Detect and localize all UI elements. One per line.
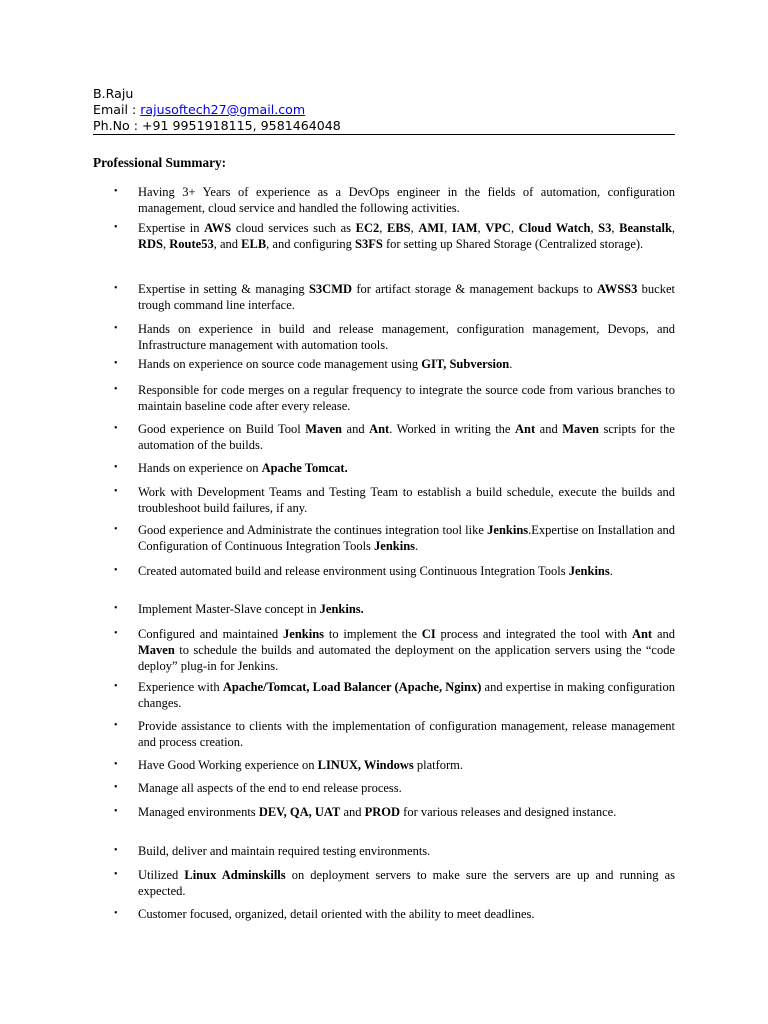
item-keyword: Apache/Tomcat, Load Balancer (Apache, Nginx) <box>222 680 482 694</box>
item-text: and <box>652 627 675 641</box>
email-label: Email : <box>93 102 141 117</box>
summary-item <box>114 281 675 313</box>
summary-item <box>114 522 675 554</box>
item-text: , <box>590 221 599 235</box>
item-text: , <box>163 237 170 251</box>
bullet-icon: • <box>114 720 118 731</box>
item-text: . <box>509 357 513 371</box>
item-text: , <box>477 221 486 235</box>
item-text: , <box>611 221 620 235</box>
item-keyword: Linux Adminskills <box>184 868 286 882</box>
item-keyword: EC2 <box>355 221 380 235</box>
item-keyword: Jenkins <box>374 539 416 553</box>
item-text: , and configuring <box>266 237 356 251</box>
item-text: bucket trough command line interface. <box>138 282 675 312</box>
item-keyword: AWS <box>204 221 232 235</box>
item-text: for setting up Shared Storage (Centralized storage). <box>382 237 644 251</box>
summary-item <box>114 184 675 216</box>
item-keyword: DEV, QA, UAT <box>258 805 341 819</box>
item-keyword: VPC <box>485 221 511 235</box>
item-text: to implement the <box>324 627 422 641</box>
item-keyword: GIT, Subversion <box>421 357 510 371</box>
item-text: Having 3+ Years of experience as a DevOps engineer in the fields of automation, configuration management, cloud service and handled the following activities. <box>138 185 675 215</box>
item-keyword: RDS <box>138 237 164 251</box>
item-text: Have Good Working experience on <box>138 758 318 772</box>
bullet-icon: • <box>114 845 118 856</box>
item-keyword: S3 <box>598 221 612 235</box>
item-keyword: Ant <box>631 627 653 641</box>
item-text: and <box>340 805 365 819</box>
summary-item <box>114 484 675 516</box>
bullet-icon: • <box>114 565 118 576</box>
summary-item <box>114 867 676 899</box>
item-text: Responsible for code merges on a regular frequency to integrate the source code from various branches to maintain baseline code after every release. <box>138 383 675 413</box>
item-text: Created automated build and release environment using Continuous Integration Tools <box>138 564 569 578</box>
item-text: Build, deliver and maintain required testing environments. <box>138 844 431 858</box>
item-keyword: Jenkins <box>487 523 529 537</box>
item-text: Customer focused, organized, detail oriented with the ability to meet deadlines. <box>138 907 535 921</box>
summary-item <box>114 757 675 773</box>
bullet-icon: • <box>114 603 118 614</box>
bullet-icon: • <box>114 869 118 880</box>
bullet-icon: • <box>114 759 118 770</box>
bullet-icon: • <box>114 681 118 692</box>
item-text: .Expertise on Installation and Configuration of Continuous Integration Tools <box>138 523 675 553</box>
item-text: Expertise in <box>138 221 205 235</box>
item-keyword: Apache Tomcat. <box>261 461 348 475</box>
item-keyword: LINUX, Windows <box>317 758 414 772</box>
item-text: . <box>415 539 419 553</box>
bullet-icon: • <box>114 222 118 233</box>
item-text: on deployment servers to make sure the servers are up and running as expected. <box>138 868 676 898</box>
item-text: , <box>410 221 419 235</box>
item-text: Hands on experience on <box>138 461 262 475</box>
summary-item <box>114 780 675 796</box>
item-text: Good experience and Administrate the continues integration tool like <box>138 523 488 537</box>
item-keyword: Beanstalk <box>619 221 672 235</box>
item-keyword: EBS <box>386 221 411 235</box>
item-keyword: Jenkins <box>283 627 325 641</box>
summary-item <box>114 906 675 922</box>
bullet-icon: • <box>114 628 118 639</box>
item-keyword: Maven <box>305 422 343 436</box>
item-text: and <box>535 422 563 436</box>
section-title-professional-summary: Professional Summary: <box>93 155 227 170</box>
item-text: Managed environments <box>138 805 259 819</box>
item-text: Expertise in setting & managing <box>138 282 309 296</box>
item-text: scripts for the automation of the builds. <box>138 422 675 452</box>
bullet-icon: • <box>114 462 118 473</box>
bullet-icon: • <box>114 908 118 919</box>
summary-item <box>114 563 675 579</box>
item-text: Hands on experience on source code management using <box>138 357 422 371</box>
item-keyword: Ant <box>514 422 536 436</box>
item-text: Good experience on Build Tool <box>138 422 306 436</box>
item-text: , and <box>213 237 242 251</box>
bullet-icon: • <box>114 384 118 395</box>
summary-item <box>114 679 675 711</box>
item-keyword: AWSS3 <box>597 282 638 296</box>
item-keyword: Route53 <box>169 237 214 251</box>
summary-item <box>114 626 675 674</box>
phone-line: Ph.No : +91 9951918115, 9581464048 <box>93 118 341 133</box>
item-keyword: ELB <box>241 237 267 251</box>
summary-item <box>114 804 675 820</box>
item-keyword: PROD <box>364 805 401 819</box>
item-keyword: Jenkins <box>568 564 610 578</box>
item-text: and <box>342 422 370 436</box>
summary-item <box>114 321 675 353</box>
summary-item <box>114 220 676 252</box>
bullet-icon: • <box>114 486 118 497</box>
item-keyword: IAM <box>451 221 478 235</box>
item-text: to schedule the builds and automated the deployment on the application servers using the “code deploy” plug-in for Jenkins. <box>138 643 675 673</box>
item-text: Implement Master-Slave concept in <box>138 602 320 616</box>
item-keyword: Jenkins. <box>319 602 364 616</box>
item-text: Hands on experience in build and release management, configuration management, Devops, and Infrastructure management with automation tools. <box>138 322 675 352</box>
bullet-icon: • <box>114 358 118 369</box>
bullet-icon: • <box>114 806 118 817</box>
summary-item <box>114 718 675 750</box>
bullet-icon: • <box>114 423 118 434</box>
header-divider <box>93 134 675 135</box>
email-link[interactable]: rajusoftech27@gmail.com <box>140 102 306 117</box>
item-text: and expertise in making configuration changes. <box>138 680 675 710</box>
item-text: . <box>609 564 613 578</box>
item-text: Work with Development Teams and Testing Team to establish a build schedule, execute the builds and troubleshoot build failures, if any. <box>138 485 675 515</box>
bullet-icon: • <box>114 283 118 294</box>
bullet-icon: • <box>114 524 118 535</box>
item-text: , <box>444 221 452 235</box>
summary-item <box>114 843 675 859</box>
resume-header <box>93 86 675 134</box>
item-text: for various releases and designed instance. <box>400 805 617 819</box>
item-keyword: Maven <box>138 643 175 657</box>
summary-item <box>114 382 675 414</box>
bullet-icon: • <box>114 782 118 793</box>
bullet-icon: • <box>114 323 118 334</box>
item-text: Provide assistance to clients with the implementation of configuration management, release management and process creation. <box>138 719 675 749</box>
item-text: process and integrated the tool with <box>435 627 632 641</box>
item-text: for artifact storage & management backups to <box>352 282 598 296</box>
candidate-name: B.Raju <box>93 86 134 101</box>
item-keyword: Ant <box>369 422 390 436</box>
item-text: , <box>671 221 676 235</box>
item-keyword: S3CMD <box>308 282 353 296</box>
item-keyword: CI <box>421 627 436 641</box>
item-text: , <box>510 221 519 235</box>
item-text: , <box>379 221 387 235</box>
summary-item <box>114 460 675 476</box>
summary-item <box>114 601 675 617</box>
item-text: . Worked in writing the <box>389 422 515 436</box>
item-keyword: S3FS <box>355 237 383 251</box>
summary-item <box>114 356 675 372</box>
item-text: Manage all aspects of the end to end release process. <box>138 781 402 795</box>
item-text: Configured and maintained <box>138 627 284 641</box>
item-keyword: AMI <box>418 221 445 235</box>
email-line <box>93 102 675 118</box>
item-text: Experience with <box>138 680 223 694</box>
item-keyword: Cloud Watch <box>518 221 591 235</box>
item-text: Utilized <box>138 868 185 882</box>
item-keyword: Maven <box>562 422 599 436</box>
summary-item <box>114 421 675 453</box>
item-text: cloud services such as <box>231 221 356 235</box>
item-text: platform. <box>413 758 464 772</box>
bullet-icon: • <box>114 186 118 197</box>
